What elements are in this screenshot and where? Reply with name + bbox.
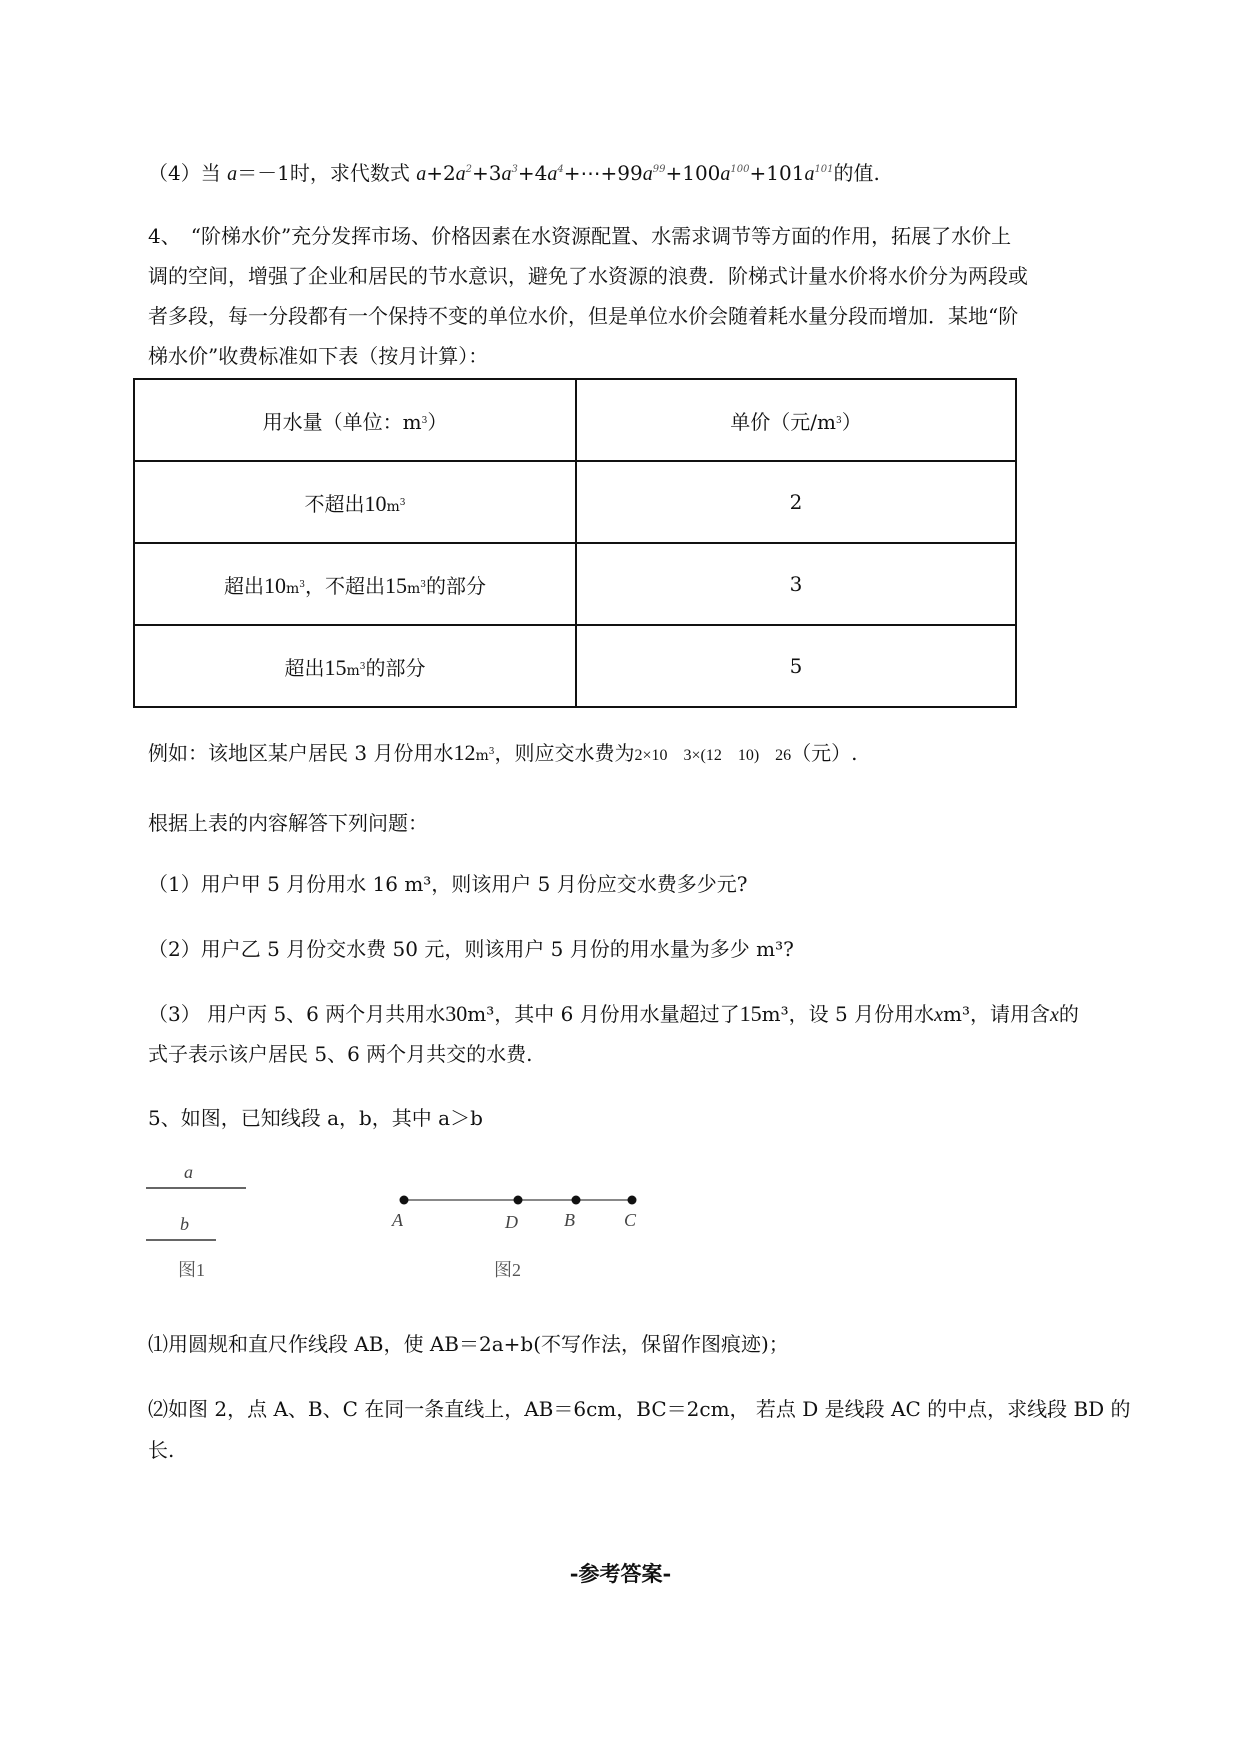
q4-intro-line: 梯水价”收费标准如下表（按月计算）： (148, 344, 489, 368)
usage-pre: 超出 (284, 655, 325, 680)
q4-intro-line: 调的空间，增强了企业和居民的节水意识，避免了水资源的浪费．阶梯式计量水价将水价分为两段或 (148, 264, 1028, 288)
usage-cell (134, 625, 576, 707)
var-x: x (934, 1004, 943, 1026)
q3-number: 15 (739, 1001, 762, 1026)
example-mid: ，则应交水费为 (494, 741, 635, 765)
q3-text-a: （3） 用户丙 5、6 两个月共用水 (148, 1002, 446, 1026)
q3-part4-line (148, 156, 1148, 188)
q4-intro (148, 216, 1146, 376)
expression (416, 161, 833, 185)
header-price-text: 单价（元/m (730, 409, 836, 434)
term-var: a (416, 163, 427, 185)
q5-title: 5、如图，已知线段 a，b，其中 a＞b (148, 1106, 483, 1130)
label-a: A (392, 1210, 403, 1230)
usage-number: 10 (364, 490, 387, 516)
usage-pre: 不超出 (304, 491, 365, 516)
q3-text-d: m³，请用含 (942, 1002, 1050, 1026)
example-post: （元）. (791, 741, 858, 765)
q3-part4-suffix: 的值. (833, 161, 880, 185)
price-cell: 2 (576, 461, 1016, 543)
table-row (134, 461, 1016, 543)
fig1-caption: 图1 (178, 1260, 205, 1278)
label-c: C (624, 1210, 637, 1230)
var-a: a (227, 163, 238, 185)
term-coef: +3 (472, 161, 502, 185)
term-coef: +4 (517, 161, 548, 185)
term-exp: 100 (730, 164, 750, 175)
term-exp: 101 (814, 164, 834, 175)
table-header-row (134, 379, 1016, 461)
q4-question-2: （2）用户乙 5 月份交水费 50 元，则该用户 5 月份的用水量为多少 m³? (148, 937, 794, 961)
q3-part4-cond: ＝－1时，求代数式 (237, 161, 417, 185)
example-unit: m (475, 748, 489, 764)
usage-number: 15 (385, 572, 407, 598)
usage-pre: 超出 (223, 573, 264, 598)
unit-sup: 3 (359, 661, 366, 672)
usage-unit: m (285, 580, 300, 597)
q4-question-3-line1 (148, 1000, 1148, 1029)
label-d: D (505, 1212, 518, 1232)
q5-part-2-line2: 长. (148, 1438, 175, 1462)
q3-text-c: m³，设 5 月份用水 (761, 1002, 935, 1026)
unit-sup: 3 (399, 497, 406, 508)
fig1-label-a: a (184, 1162, 193, 1182)
unit-sup: 3 (299, 579, 305, 590)
unit-sup: 3 (421, 415, 428, 426)
q4-question-1: （1）用户甲 5 月份用水 16 m³，则该用户 5 月份应交水费多少元? (148, 872, 748, 896)
q5-part-1: ⑴用圆规和直尺作线段 AB，使 AB＝2a+b(不写作法，保留作图痕迹)； (148, 1332, 789, 1356)
usage-unit: m (386, 498, 400, 515)
header-usage (134, 379, 576, 461)
point-c (628, 1196, 637, 1205)
example-pre: 例如：该地区某户居民 3 月份用水 (148, 741, 454, 765)
term-exp: 2 (465, 164, 473, 175)
q4-question-3-line2: 式子表示该户居民 5、6 两个月共交的水费. (148, 1042, 533, 1066)
term-var: a (455, 163, 466, 185)
usage-unit: m (346, 662, 360, 679)
q4-intro-line: 4、 “阶梯水价”充分发挥市场、价格因素在水资源配置、水需求调节等方面的作用，拓展了水价上 (148, 224, 1012, 248)
point-d (514, 1196, 523, 1205)
term-exp: 3 (511, 164, 518, 175)
example-number: 12 (453, 740, 476, 765)
fig1-label-b: b (180, 1214, 189, 1234)
term-coef: +100 (665, 161, 721, 185)
term-coef: +2 (426, 161, 456, 185)
table-row (134, 543, 1016, 625)
label-b: B (564, 1210, 575, 1230)
header-usage-text: 用水量（单位：m (262, 409, 422, 434)
example-formula: 2×10 3×(12 10) 26 (634, 747, 792, 764)
var-x: x (1049, 1004, 1059, 1026)
usage-cell (134, 543, 576, 625)
point-b (572, 1196, 581, 1205)
unit-sup: 3 (488, 747, 495, 757)
table-row (134, 625, 1016, 707)
fig2-caption: 图2 (494, 1260, 521, 1280)
unit-sup: 3 (835, 415, 842, 426)
point-a (400, 1196, 409, 1205)
usage-post: 的部分 (365, 655, 426, 680)
term-var: a (804, 163, 815, 185)
term-var: a (720, 163, 731, 185)
term-coef: +⋯+99 (563, 161, 643, 185)
example-line (148, 738, 1148, 770)
q3-text-b: m³，其中 6 月份用水量超过了 (467, 1002, 740, 1026)
answer-heading: -参考答案- (569, 1561, 672, 1586)
term-coef: +101 (749, 161, 805, 185)
term-exp: 4 (557, 164, 564, 175)
usage-number: 15 (324, 654, 347, 680)
header-price (576, 379, 1016, 461)
term-var: a (642, 163, 653, 185)
usage-post: 的部分 (426, 573, 487, 598)
usage-unit: m (407, 580, 421, 597)
usage-mid: ，不超出 (305, 573, 385, 598)
q5-part-2-line1: ⑵如图 2，点 A、B、C 在同一条直线上，AB＝6cm，BC＝2cm， 若点 D 是线段 AC 的中点，求线段 BD 的 (148, 1397, 1131, 1421)
figure-2 (380, 1184, 660, 1284)
unit-sup: 3 (420, 579, 427, 590)
q3-part4-prefix: （4）当 (148, 161, 228, 185)
instruction-line: 根据上表的内容解答下列问题： (148, 811, 428, 835)
term-var: a (547, 163, 558, 185)
q4-intro-line: 者多段，每一分段都有一个保持不变的单位水价，但是单位水价会随着耗水量分段而增加．某地“阶 (148, 304, 1019, 328)
term-exp: 99 (652, 164, 666, 175)
usage-number: 10 (263, 572, 286, 598)
q3-number: 30 (445, 1001, 468, 1026)
q3-text-e: 的 (1058, 1002, 1079, 1026)
header-usage-end: ） (427, 409, 448, 434)
usage-cell (134, 461, 576, 543)
term-var: a (501, 163, 512, 185)
figure-1 (140, 1158, 260, 1278)
price-cell: 5 (576, 625, 1016, 707)
water-price-table (133, 378, 1017, 708)
price-cell: 3 (576, 543, 1016, 625)
header-price-end: ） (841, 409, 862, 434)
